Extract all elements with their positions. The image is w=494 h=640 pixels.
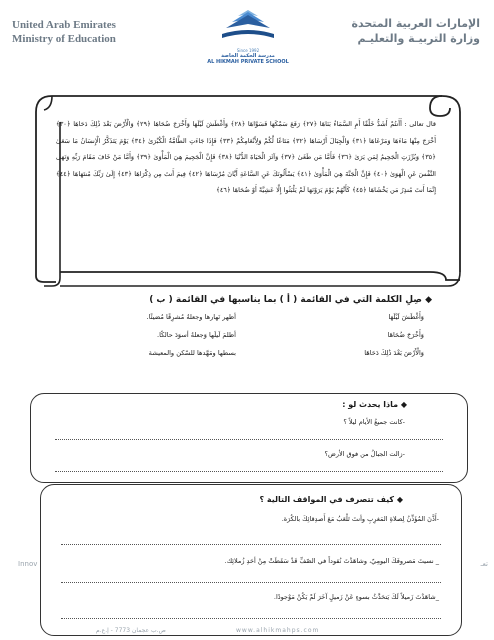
diamond-bullet-icon: ◆ [425, 295, 432, 305]
list-b-item[interactable]: أظهر نَهارها وجعلهُ مُشرِقًا مُضيئًا. [146, 313, 236, 321]
country-name-ar: الإمارات العربية المتحدة [351, 17, 480, 30]
what-if-question-box [30, 393, 468, 483]
matching-question-title [149, 295, 432, 305]
matching-list-a [364, 308, 424, 362]
list-a-item[interactable]: وَأَغْطَشَ لَيْلَهَا [388, 313, 424, 321]
ministry-header-ar [351, 16, 480, 46]
answer-line[interactable] [61, 543, 441, 545]
ministry-name-ar: وزارة التربيـة والتعليـم [357, 32, 480, 45]
behavior-item: -أَذَّنَ المُؤَذِّنُ لِصلاةِ المَغرِبِ وأنتَ تَلْعَبُ مَعَ أَصدِقائِكَ بالكُرَة. [281, 515, 439, 523]
answer-line[interactable] [61, 581, 441, 583]
side-text-right: تعـ [480, 560, 488, 568]
answer-line[interactable] [55, 438, 443, 440]
what-if-title [342, 400, 407, 409]
list-b-item[interactable]: أظلمَ لَيلَها وَجعلهُ أسوَدَ حالكًا. [157, 331, 236, 339]
list-b-item[interactable]: بسطها ومَهَّدها للسّكن والمعيشة [148, 349, 236, 357]
diamond-bullet-icon: ◆ [396, 495, 403, 504]
behavior-item: _شاهَدْتَ زَميلاً لَكَ يَتحَدَّثُ بسوءٍ عَنْ زَميلٍ آخَرَ لَمْ يَكُنْ مَوْجودًا. [273, 593, 439, 601]
footer-website: www.alhikmahps.com [236, 627, 320, 634]
behavior-question-box [40, 484, 462, 636]
ministry-header-en [12, 18, 116, 46]
school-logo [202, 6, 294, 66]
matching-list-b [147, 308, 236, 362]
logo-school-en: AL HIKMAH PRIVATE SCHOOL [207, 59, 289, 65]
answer-line[interactable] [61, 617, 441, 619]
behavior-item: _ نسيتَ مَصروفَكَ اليومِيّ، وشاهَدْتَ نُقوداً في الصّفِّ قَدْ سَقَطَتْ مِنْ أحَدِ زُملائِك. [224, 557, 439, 565]
matching-title-text: صِلِ الكلمة التي في القائمة ( أ ) بما يناسبها في القائمة ( ب ) [149, 295, 422, 305]
footer-pobox: ص.ب عجمان 7773 - إ.ع.م [96, 627, 166, 634]
logo-since: Since 1992 [236, 48, 260, 53]
behavior-title [260, 495, 404, 504]
country-name-en: United Arab Emirates [12, 19, 116, 31]
side-text-left: Innov [18, 560, 38, 568]
list-a-item[interactable]: وَالْأَرْضَ بَعْدَ ذَٰلِكَ دَحَاهَا [364, 349, 424, 357]
book-logo-icon [218, 6, 278, 44]
answer-line[interactable] [55, 470, 443, 472]
what-if-item: -زالت الجبالُ من فوق الأرض؟ [324, 450, 405, 458]
what-if-title-text: ماذا يحدث لو : [342, 400, 399, 409]
logo-school-ar: مدرسة الحكمة الخاصة [221, 53, 275, 59]
list-a-item[interactable]: وَأَخْرَجَ ضُحَاهَا [387, 331, 424, 339]
diamond-bullet-icon: ◆ [400, 400, 407, 409]
ministry-name-en: Ministry of Education [12, 33, 116, 45]
what-if-item: -كانت جميعُ الأيام ليلاً ؟ [343, 418, 405, 426]
quran-verse-text: قال تعالى : أَأَنتُمْ أَشَدُّ خَلْقًا أَمِ السَّمَاءُ بَنَاهَا ﴿٢٧﴾ رَفَعَ سَمْكَهَا فَسَوَّاهَا ﴿٢٨﴾ وَأَغْطَشَ لَيْلَهَا وَأَخْرَجَ ضُحَاهَا ﴿٢٩﴾ وَالْأَرْضَ بَعْدَ ذَٰلِكَ دَحَاهَا ﴿٣٠﴾ أَخْرَجَ مِنْهَا مَاءَهَا وَمَرْعَاهَا ﴿٣١﴾ وَالْجِبَالَ أَرْسَاهَا ﴿٣٢﴾ مَتَاعًا لَّكُمْ وَلِأَنْعَامِكُمْ ﴿٣٣﴾ فَإِذَا جَاءَتِ الطَّامَّةُ الْكُبْرَىٰ ﴿٣٤﴾ يَوْمَ يَتَذَكَّرُ الْإِنسَانُ مَا سَعَىٰ ﴿٣٥﴾ وَبُرِّزَتِ الْجَحِيمُ لِمَن يَرَىٰ ﴿٣٦﴾ فَأَمَّا مَن طَغَىٰ ﴿٣٧﴾ وَآثَرَ الْحَيَاةَ الدُّنْيَا ﴿٣٨﴾ فَإِنَّ الْجَحِيمَ هِيَ الْمَأْوَىٰ ﴿٣٩﴾ وَأَمَّا مَنْ خَافَ مَقَامَ رَبِّهِ وَنَهَى النَّفْسَ عَنِ الْهَوَىٰ ﴿٤٠﴾ فَإِنَّ الْجَنَّةَ هِيَ الْمَأْوَىٰ ﴿٤١﴾ يَسْأَلُونَكَ عَنِ السَّاعَةِ أَيَّانَ مُرْسَاهَا ﴿٤٢﴾ فِيمَ أَنتَ مِن ذِكْرَاهَا ﴿٤٣﴾ إِلَىٰ رَبِّكَ مُنتَهَاهَا ﴿٤٤﴾ إِنَّمَا أَنتَ مُنذِرُ مَن يَخْشَاهَا ﴿٤٥﴾ كَأَنَّهُمْ يَوْمَ يَرَوْنَهَا لَمْ يَلْبَثُوا إِلَّا عَشِيَّةً أَوْ ضُحَاهَا ﴿٤٦﴾ [56, 120, 437, 195]
behavior-title-text: كيف تتصرف في المواقف التالية ؟ [259, 495, 395, 504]
